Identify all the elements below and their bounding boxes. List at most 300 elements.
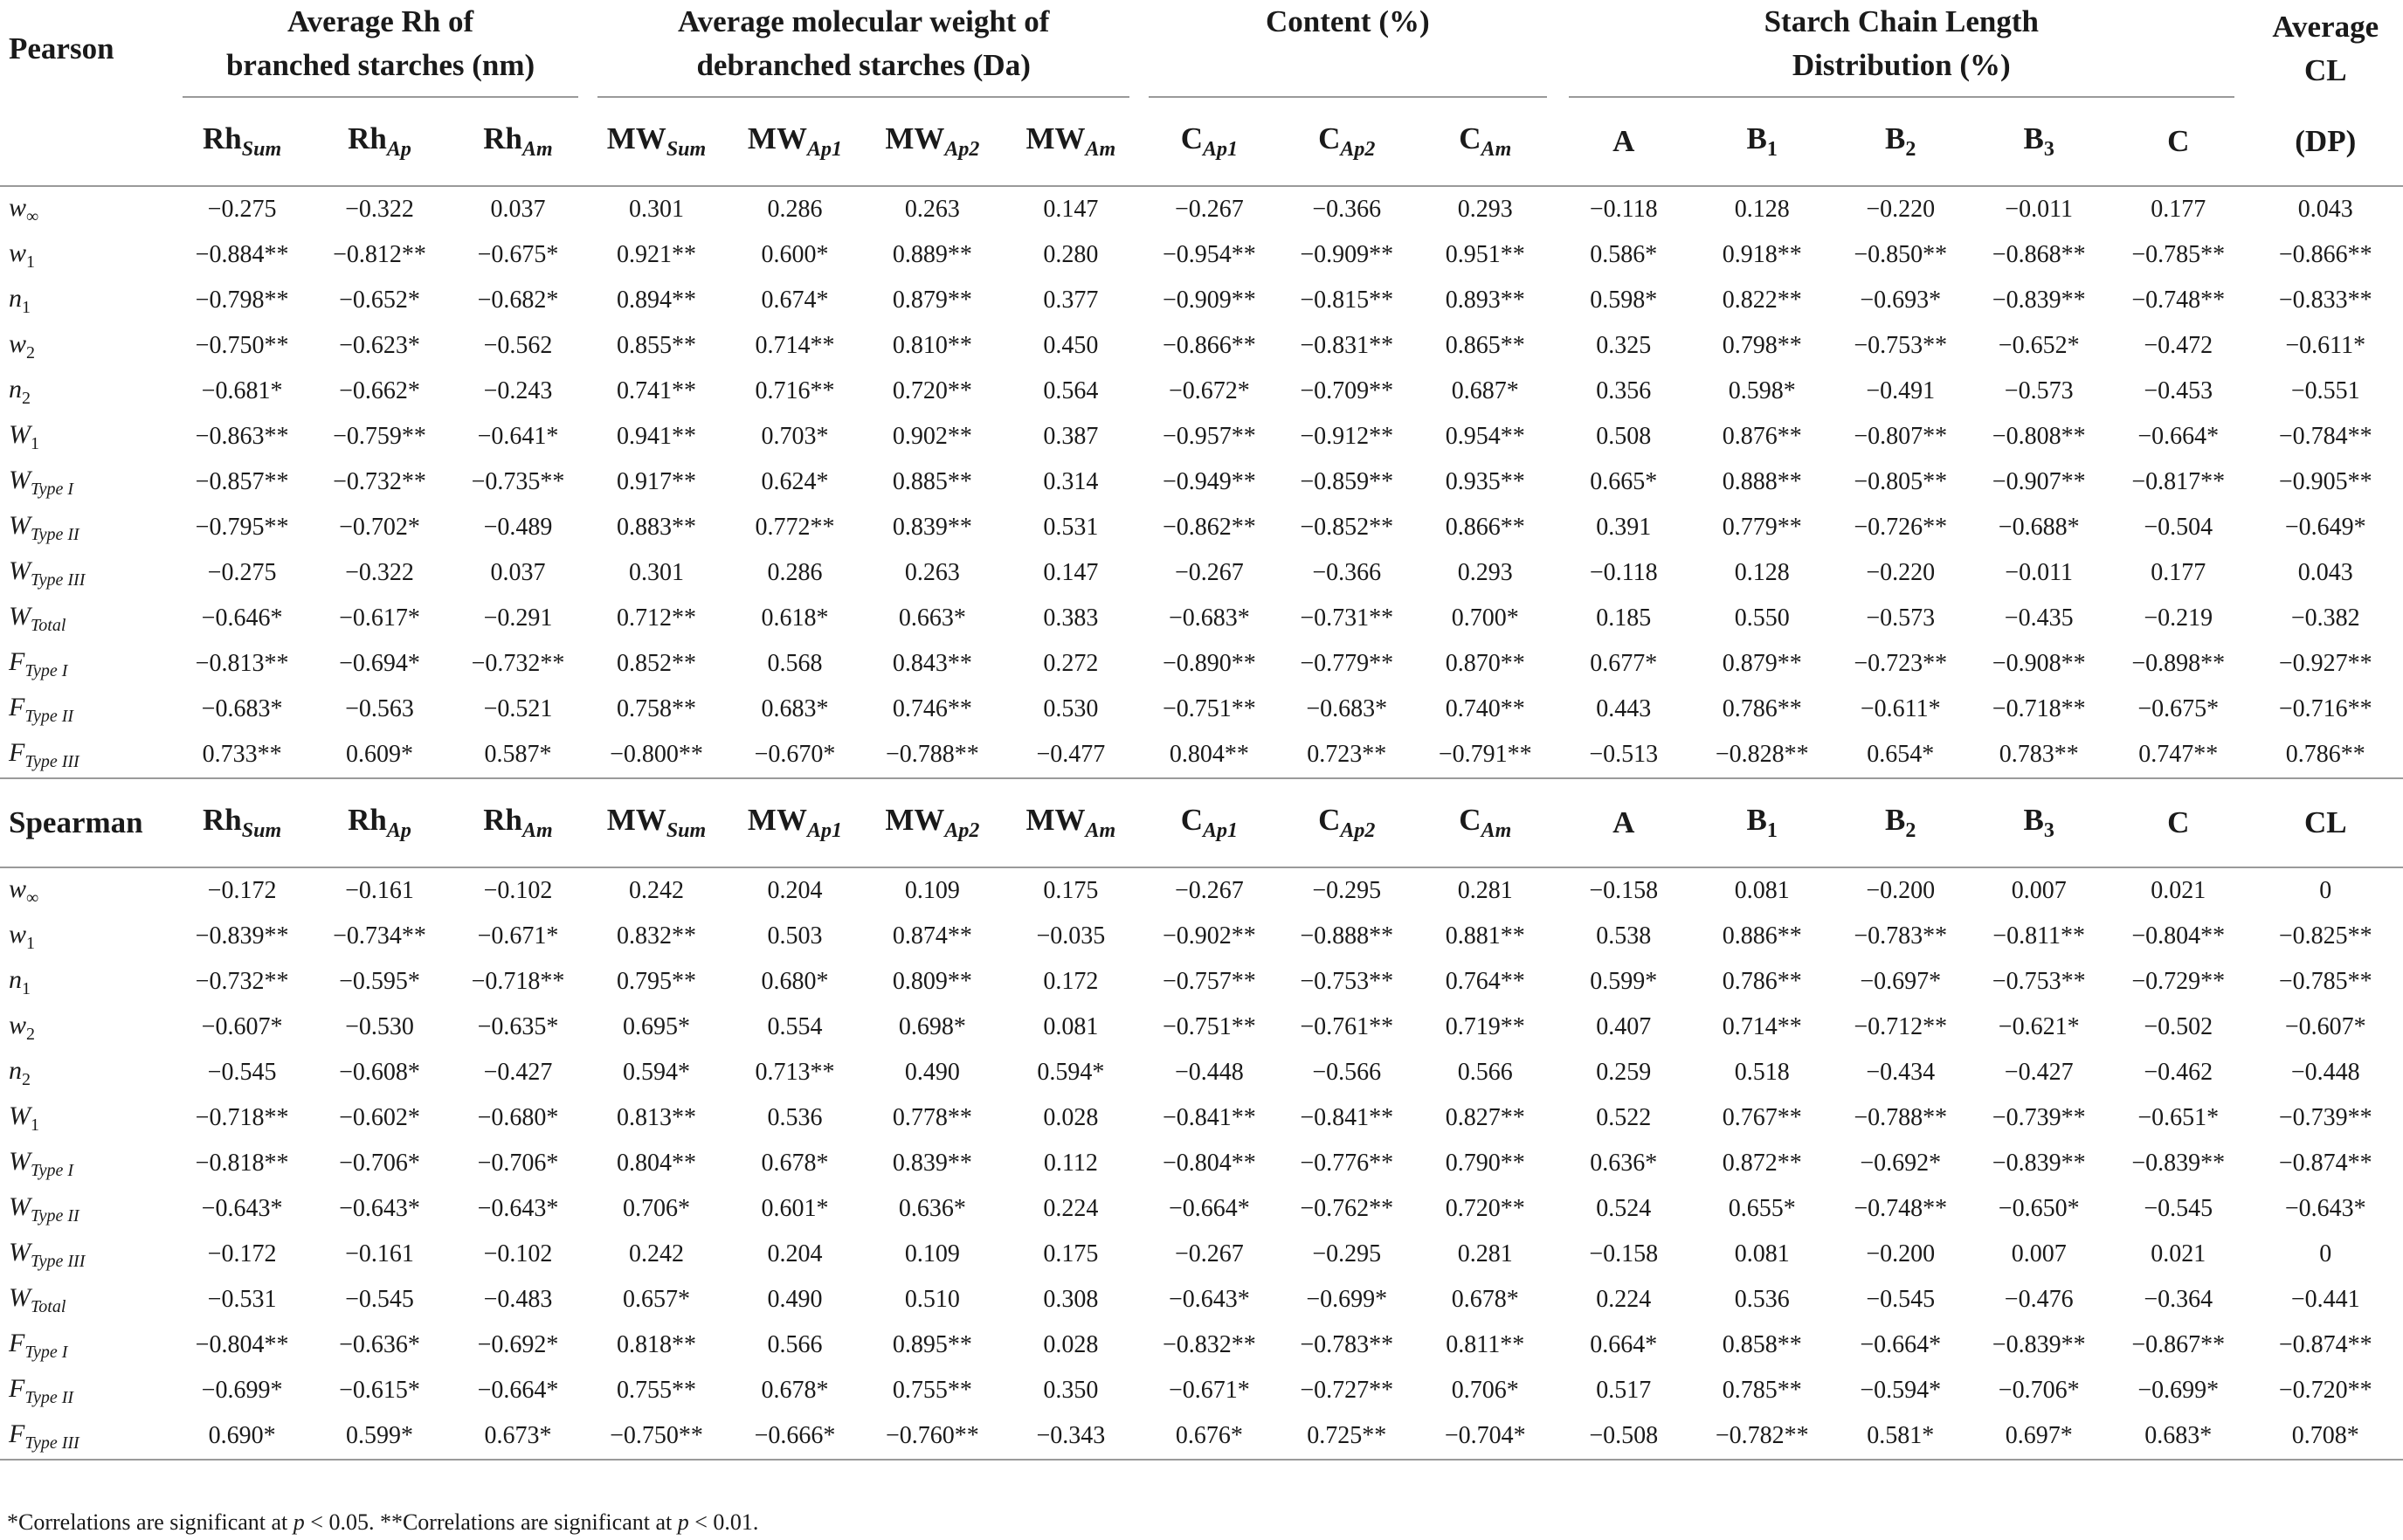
table-cell: −0.735** xyxy=(471,468,565,495)
table-cell: 0.698* xyxy=(898,1013,966,1040)
table-row xyxy=(0,867,2403,914)
table-cell: 0.308 xyxy=(1043,1286,1099,1313)
row-label: $n_1$ xyxy=(9,964,31,998)
table-cell: −0.476 xyxy=(2004,1286,2074,1313)
table-cell: −0.652* xyxy=(339,287,420,314)
table-cell: −0.927** xyxy=(2278,650,2372,677)
table-cell: −0.322 xyxy=(345,196,414,223)
column-header: $C_{Ap1}$ xyxy=(1141,778,1278,867)
table-cell: 0.566 xyxy=(1457,1059,1513,1086)
table-cell: 0.678* xyxy=(761,1377,829,1404)
table-cell: 0.783** xyxy=(1999,741,2079,768)
row-label: $W_{Type II}$ xyxy=(9,510,79,544)
table-cell: 0.293 xyxy=(1457,559,1513,586)
table-cell: 0.536 xyxy=(767,1104,823,1131)
table-row xyxy=(0,687,2403,732)
table-row xyxy=(0,1095,2403,1141)
table-cell: −0.716** xyxy=(2278,695,2372,722)
table-cell: 0.888** xyxy=(1722,468,1802,495)
table-cell: −0.161 xyxy=(345,1240,414,1267)
table-cell: −0.664* xyxy=(1168,1195,1250,1222)
table-cell: 0.809** xyxy=(892,968,972,995)
table-cell: −0.200 xyxy=(1866,1240,1936,1267)
column-header: A xyxy=(1555,778,1692,867)
table-cell: −0.807** xyxy=(1854,423,1948,450)
row-label: $F_{Type II}$ xyxy=(9,692,74,726)
table-cell: −0.852** xyxy=(1300,514,1394,541)
table-cell: 0.839** xyxy=(892,514,972,541)
table-cell: −0.813** xyxy=(195,650,289,677)
table-cell: −0.699* xyxy=(201,1377,283,1404)
table-cell: 0.767** xyxy=(1722,1104,1802,1131)
table-cell: 0.676* xyxy=(1175,1422,1243,1449)
table-cell: −0.573 xyxy=(2004,377,2074,404)
table-cell: −0.427 xyxy=(2004,1059,2074,1086)
table-cell: 0.391 xyxy=(1596,514,1652,541)
column-header: $C_{Am}$ xyxy=(1415,778,1555,867)
row-label: $W_{Type I}$ xyxy=(9,465,74,499)
table-cell: −0.562 xyxy=(483,332,553,359)
table-cell: 0.683* xyxy=(761,695,829,722)
row-label: $W_{Total}$ xyxy=(9,1282,66,1316)
table-cell: −0.635* xyxy=(477,1013,559,1040)
spearman-label: Spearman xyxy=(0,778,174,867)
column-header: $Rh_{Sum}$ xyxy=(174,98,309,186)
table-cell: 0.043 xyxy=(2297,196,2353,223)
table-cell: −0.841** xyxy=(1162,1104,1256,1131)
table-cell: −0.907** xyxy=(1992,468,2086,495)
table-cell: −0.607* xyxy=(201,1013,283,1040)
table-cell: 0.663* xyxy=(898,604,966,632)
table-cell: −0.699* xyxy=(2137,1377,2220,1404)
table-cell: −0.664* xyxy=(477,1377,559,1404)
row-label: $w_\infty$ xyxy=(9,874,39,908)
table-cell: −0.727** xyxy=(1300,1377,1394,1404)
table-cell: 0 xyxy=(2319,1240,2332,1267)
table-cell: 0.720** xyxy=(892,377,972,404)
row-label: $w_1$ xyxy=(9,238,36,272)
table-cell: 0.720** xyxy=(1445,1195,1525,1222)
table-cell: −0.670* xyxy=(754,741,836,768)
table-cell: 0.021 xyxy=(2151,877,2206,904)
column-header: $MW_{Am}$ xyxy=(1001,778,1141,867)
table-cell: −0.776** xyxy=(1300,1150,1394,1177)
table-row xyxy=(0,1277,2403,1322)
table-cell: −0.720** xyxy=(2278,1377,2372,1404)
table-cell: −0.908** xyxy=(1992,650,2086,677)
column-header: $Rh_{Ap}$ xyxy=(310,778,450,867)
column-header: $B_2$ xyxy=(1832,778,1969,867)
table-cell: 0.786** xyxy=(1722,695,1802,722)
table-cell: −0.641* xyxy=(477,423,559,450)
table-cell: 0.204 xyxy=(767,877,823,904)
table-cell: −0.868** xyxy=(1992,241,2086,268)
table-cell: 0.665* xyxy=(1590,468,1658,495)
table-cell: 0.813** xyxy=(616,1104,696,1131)
table-cell: −0.545 xyxy=(345,1286,414,1313)
table-cell: 0.177 xyxy=(2151,196,2206,223)
table-cell: 0.657* xyxy=(622,1286,690,1313)
table-cell: 0.713** xyxy=(755,1059,835,1086)
table-cell: 0.028 xyxy=(1043,1331,1099,1358)
group-rh: Average Rh of branched starches (nm) xyxy=(174,0,586,98)
table-cell: −0.890** xyxy=(1162,650,1256,677)
table-cell: −0.762** xyxy=(1300,1195,1394,1222)
table-cell: −0.831** xyxy=(1300,332,1394,359)
table-cell: −0.898** xyxy=(2131,650,2226,677)
table-cell: −0.643* xyxy=(477,1195,559,1222)
table-cell: −0.949** xyxy=(1162,468,1256,495)
table-cell: −0.688* xyxy=(1998,514,2080,541)
column-header: $C_{Ap2}$ xyxy=(1278,98,1415,186)
table-cell: 0.594* xyxy=(1037,1059,1105,1086)
table-cell: 0.747** xyxy=(2138,741,2219,768)
table-cell: 0.772** xyxy=(755,514,835,541)
table-cell: 0.618* xyxy=(761,604,829,632)
table-cell: −0.551 xyxy=(2290,377,2360,404)
table-cell: −0.761** xyxy=(1300,1013,1394,1040)
table-cell: 0.917** xyxy=(616,468,696,495)
table-cell: 0.881** xyxy=(1445,922,1525,950)
table-cell: 0.778** xyxy=(892,1104,972,1131)
column-header-cl: CL xyxy=(2248,778,2403,867)
pearson-label: Pearson xyxy=(9,31,114,66)
table-cell: 0.586* xyxy=(1590,241,1658,268)
group-scl: Starch Chain Length Distribution (%) xyxy=(1555,0,2248,98)
table-cell: −0.909** xyxy=(1162,287,1256,314)
table-cell: −0.683* xyxy=(201,695,283,722)
table-cell: 0.598* xyxy=(1590,287,1658,314)
row-label: $w_1$ xyxy=(9,919,36,953)
table-cell: 0.224 xyxy=(1043,1195,1099,1222)
table-cell: −0.502 xyxy=(2144,1013,2213,1040)
table-cell: 0.538 xyxy=(1596,922,1652,950)
table-cell: −0.734** xyxy=(333,922,426,950)
table-cell: 0.377 xyxy=(1043,287,1099,314)
table-cell: 0.281 xyxy=(1457,877,1513,904)
table-cell: −0.573 xyxy=(1866,604,1936,632)
table-cell: −0.427 xyxy=(483,1059,553,1086)
table-cell: 0.822** xyxy=(1722,287,1802,314)
table-cell: −0.759** xyxy=(333,423,426,450)
table-row xyxy=(0,1413,2403,1460)
table-cell: −0.693* xyxy=(1860,287,1942,314)
table-cell: −0.857** xyxy=(195,468,289,495)
table-cell: 0.885** xyxy=(892,468,972,495)
table-cell: −0.706* xyxy=(477,1150,559,1177)
table-cell: 0.674* xyxy=(761,287,829,314)
table-cell: 0.733** xyxy=(202,741,282,768)
table-cell: 0.037 xyxy=(490,196,546,223)
table-cell: 0.172 xyxy=(1043,968,1099,995)
table-cell: −0.343 xyxy=(1036,1422,1106,1449)
row-label: $w_2$ xyxy=(9,1010,36,1044)
table-cell: −0.718** xyxy=(471,968,565,995)
table-cell: 0.109 xyxy=(904,1240,960,1267)
table-cell: 0.263 xyxy=(904,196,960,223)
table-cell: −0.545 xyxy=(2144,1195,2213,1222)
table-cell: −0.874** xyxy=(2278,1150,2372,1177)
table-cell: 0.687* xyxy=(1451,377,1519,404)
table-row xyxy=(0,641,2403,687)
table-cell: 0.790** xyxy=(1445,1150,1525,1177)
row-label: $w_2$ xyxy=(9,328,36,363)
row-label: $F_{Type II}$ xyxy=(9,1373,74,1407)
table-cell: −0.832** xyxy=(1162,1331,1256,1358)
table-cell: −0.602* xyxy=(339,1104,420,1131)
footnote: *Correlations are significant at p < 0.05. **Correlations are significant at p < 0.01. xyxy=(7,1509,759,1535)
table-cell: −0.805** xyxy=(1854,468,1948,495)
column-header: $B_2$ xyxy=(1832,98,1969,186)
table-row xyxy=(0,459,2403,505)
table-cell: 0.356 xyxy=(1596,377,1652,404)
table-cell: −0.643* xyxy=(339,1195,420,1222)
column-header: C xyxy=(2109,98,2248,186)
table-cell: −0.706* xyxy=(1998,1377,2080,1404)
table-cell: −0.680* xyxy=(477,1104,559,1131)
table-cell: −0.791** xyxy=(1438,741,1532,768)
table-cell: −0.563 xyxy=(345,695,414,722)
table-cell: 0.678* xyxy=(761,1150,829,1177)
table-cell: −0.833** xyxy=(2278,287,2372,314)
column-header: $Rh_{Am}$ xyxy=(449,778,586,867)
table-cell: 0.755** xyxy=(616,1377,696,1404)
table-cell: 0.954** xyxy=(1445,423,1525,450)
table-cell: 0.147 xyxy=(1043,196,1099,223)
table-cell: −0.649* xyxy=(2284,514,2366,541)
table-cell: −0.275 xyxy=(207,196,277,223)
table-cell: −0.884** xyxy=(195,241,289,268)
table-cell: −0.530 xyxy=(345,1013,414,1040)
pearson-column-header-row xyxy=(0,98,2403,186)
table-cell: −0.751** xyxy=(1162,1013,1256,1040)
table-cell: −0.729** xyxy=(2131,968,2226,995)
table-cell: 0.786** xyxy=(1722,968,1802,995)
column-header: $B_1$ xyxy=(1692,778,1832,867)
table-cell: −0.748** xyxy=(2131,287,2226,314)
table-cell: −0.866** xyxy=(2278,241,2372,268)
table-row xyxy=(0,1141,2403,1186)
table-cell: 0.683* xyxy=(2144,1422,2213,1449)
table-row xyxy=(0,1368,2403,1413)
column-header: $Rh_{Am}$ xyxy=(449,98,586,186)
table-cell: −0.784** xyxy=(2278,423,2372,450)
row-label: $W_{Type II}$ xyxy=(9,1191,79,1226)
table-cell: 0.081 xyxy=(1043,1013,1099,1040)
table-cell: −0.531 xyxy=(207,1286,277,1313)
table-cell: −0.788** xyxy=(885,741,979,768)
table-cell: −0.753** xyxy=(1992,968,2086,995)
table-cell: −0.753** xyxy=(1300,968,1394,995)
table-cell: −0.683* xyxy=(1168,604,1250,632)
table-cell: −0.366 xyxy=(1312,196,1382,223)
table-cell: 0.383 xyxy=(1043,604,1099,632)
table-cell: −0.448 xyxy=(2290,1059,2360,1086)
table-cell: −0.295 xyxy=(1312,1240,1382,1267)
table-cell: −0.779** xyxy=(1300,650,1394,677)
table-row xyxy=(0,914,2403,959)
table-cell: −0.788** xyxy=(1854,1104,1948,1131)
table-cell: −0.035 xyxy=(1036,922,1106,950)
table-cell: −0.785** xyxy=(2278,968,2372,995)
table-cell: 0.204 xyxy=(767,1240,823,1267)
table-cell: −0.718** xyxy=(1992,695,2086,722)
table-cell: −0.434 xyxy=(1866,1059,1936,1086)
table-cell: −0.704* xyxy=(1444,1422,1526,1449)
row-label: $n_2$ xyxy=(9,374,31,408)
table-cell: 0.147 xyxy=(1043,559,1099,586)
table-cell: 0.177 xyxy=(2151,559,2206,586)
table-row xyxy=(0,369,2403,414)
table-cell: −0.825** xyxy=(2278,922,2372,950)
table-cell: 0.827** xyxy=(1445,1104,1525,1131)
row-label: $F_{Type I}$ xyxy=(9,1328,68,1362)
table-cell: 0.301 xyxy=(628,196,684,223)
table-cell: −0.699* xyxy=(1306,1286,1388,1313)
row-label: $n_1$ xyxy=(9,283,31,317)
table-cell: −0.812** xyxy=(333,241,426,268)
table-cell: −0.839** xyxy=(2131,1150,2226,1177)
table-cell: −0.364 xyxy=(2144,1286,2213,1313)
column-header: $Rh_{Sum}$ xyxy=(174,778,309,867)
table-cell: −0.623* xyxy=(339,332,420,359)
table-cell: 0.655* xyxy=(1728,1195,1796,1222)
table-cell: 0.503 xyxy=(767,922,823,950)
table-row xyxy=(0,186,2403,232)
table-cell: 0.531 xyxy=(1043,514,1099,541)
table-cell: 0.518 xyxy=(1734,1059,1790,1086)
column-header-cl: (DP) xyxy=(2248,98,2403,186)
table-cell: −0.219 xyxy=(2144,604,2213,632)
table-cell: −0.608* xyxy=(339,1059,420,1086)
table-cell: −0.839** xyxy=(1992,287,2086,314)
table-cell: −0.748** xyxy=(1854,1195,1948,1222)
row-label: $w_\infty$ xyxy=(9,192,39,226)
table-cell: −0.888** xyxy=(1300,922,1394,950)
group-cl: Average CL xyxy=(2272,10,2379,87)
table-cell: 0.740** xyxy=(1445,695,1525,722)
table-cell: 0.510 xyxy=(904,1286,960,1313)
table-cell: −0.815** xyxy=(1300,287,1394,314)
table-cell: 0.007 xyxy=(2011,877,2067,904)
table-cell: −0.521 xyxy=(483,695,553,722)
row-label: $W_1$ xyxy=(9,419,39,453)
table-cell: 0.714** xyxy=(755,332,835,359)
table-cell: 0.564 xyxy=(1043,377,1099,404)
column-header: C xyxy=(2109,778,2248,867)
table-cell: −0.841** xyxy=(1300,1104,1394,1131)
table-cell: −0.739** xyxy=(2278,1104,2372,1131)
table-cell: 0.112 xyxy=(1043,1150,1098,1177)
table-cell: −0.798** xyxy=(195,287,289,314)
table-cell: −0.545 xyxy=(1866,1286,1936,1313)
table-cell: −0.859** xyxy=(1300,468,1394,495)
table-cell: −0.804** xyxy=(2131,922,2226,950)
table-cell: −0.607* xyxy=(2284,1013,2366,1040)
table-cell: −0.594* xyxy=(1860,1377,1942,1404)
table-cell: 0.935** xyxy=(1445,468,1525,495)
table-cell: 0.690* xyxy=(208,1422,276,1449)
table-cell: −0.750** xyxy=(195,332,289,359)
table-cell: 0.886** xyxy=(1722,922,1802,950)
table-cell: −0.267 xyxy=(1174,196,1244,223)
table-cell: −0.675* xyxy=(2137,695,2220,722)
group-content: Content (%) xyxy=(1141,0,1555,98)
table-cell: −0.694* xyxy=(339,650,420,677)
table-row xyxy=(0,1005,2403,1050)
table-cell: 0.624* xyxy=(761,468,829,495)
table-cell: 0.818** xyxy=(616,1331,696,1358)
row-label: $W_{Type III}$ xyxy=(9,556,86,590)
table-cell: −0.902** xyxy=(1162,922,1256,950)
table-cell: −0.804** xyxy=(195,1331,289,1358)
column-header: $MW_{Ap2}$ xyxy=(864,778,1001,867)
table-cell: −0.723** xyxy=(1854,650,1948,677)
table-cell: −0.448 xyxy=(1174,1059,1244,1086)
table-row xyxy=(0,323,2403,369)
table-cell: 0.804** xyxy=(616,1150,696,1177)
table-cell: 0.723** xyxy=(1307,741,1387,768)
table-cell: −0.643* xyxy=(1168,1286,1250,1313)
table-cell: 0.795** xyxy=(616,968,696,995)
table-cell: −0.615* xyxy=(339,1377,420,1404)
spearman-column-header-row xyxy=(0,778,2403,867)
table-cell: −0.909** xyxy=(1300,241,1394,268)
column-header: $C_{Ap1}$ xyxy=(1141,98,1278,186)
table-cell: −0.322 xyxy=(345,559,414,586)
row-label: $W_{Type III}$ xyxy=(9,1237,86,1271)
table-cell: 0.028 xyxy=(1043,1104,1099,1131)
table-cell: 0.874** xyxy=(892,922,972,950)
column-header: $C_{Am}$ xyxy=(1415,98,1555,186)
table-cell: 0.716** xyxy=(755,377,835,404)
table-cell: 0.387 xyxy=(1043,423,1099,450)
table-cell: 0.872** xyxy=(1722,1150,1802,1177)
table-cell: −0.275 xyxy=(207,559,277,586)
table-cell: −0.220 xyxy=(1866,559,1936,586)
table-cell: 0.598* xyxy=(1728,377,1796,404)
table-row xyxy=(0,278,2403,323)
table-cell: −0.671* xyxy=(1168,1377,1250,1404)
table-cell: 0.587* xyxy=(484,741,552,768)
table-cell: −0.651* xyxy=(2137,1104,2220,1131)
table-cell: −0.611* xyxy=(2285,332,2366,359)
table-cell: 0.609* xyxy=(346,741,413,768)
table-cell: −0.662* xyxy=(339,377,420,404)
table-cell: 0.866** xyxy=(1445,514,1525,541)
table-cell: 0.536 xyxy=(1734,1286,1790,1313)
table-cell: −0.172 xyxy=(207,877,277,904)
table-cell: 0.021 xyxy=(2151,1240,2206,1267)
table-cell: 0.894** xyxy=(616,287,696,314)
table-cell: −0.811** xyxy=(1992,922,2086,950)
table-cell: 0.700* xyxy=(1451,604,1519,632)
column-header: $MW_{Ap1}$ xyxy=(726,98,863,186)
table-cell: 0.764** xyxy=(1445,968,1525,995)
table-cell: 0.883** xyxy=(616,514,696,541)
table-cell: −0.753** xyxy=(1854,332,1948,359)
row-label: $W_1$ xyxy=(9,1101,39,1135)
table-cell: 0.128 xyxy=(1734,559,1790,586)
table-cell: 0.921** xyxy=(616,241,696,268)
table-cell: −0.697* xyxy=(1860,968,1942,995)
table-cell: −0.158 xyxy=(1589,877,1659,904)
table-cell: −0.681* xyxy=(201,377,283,404)
table-cell: 0.242 xyxy=(628,1240,684,1267)
table-cell: −0.118 xyxy=(1589,196,1658,223)
table-cell: −0.718** xyxy=(195,1104,289,1131)
table-cell: 0.185 xyxy=(1596,604,1652,632)
